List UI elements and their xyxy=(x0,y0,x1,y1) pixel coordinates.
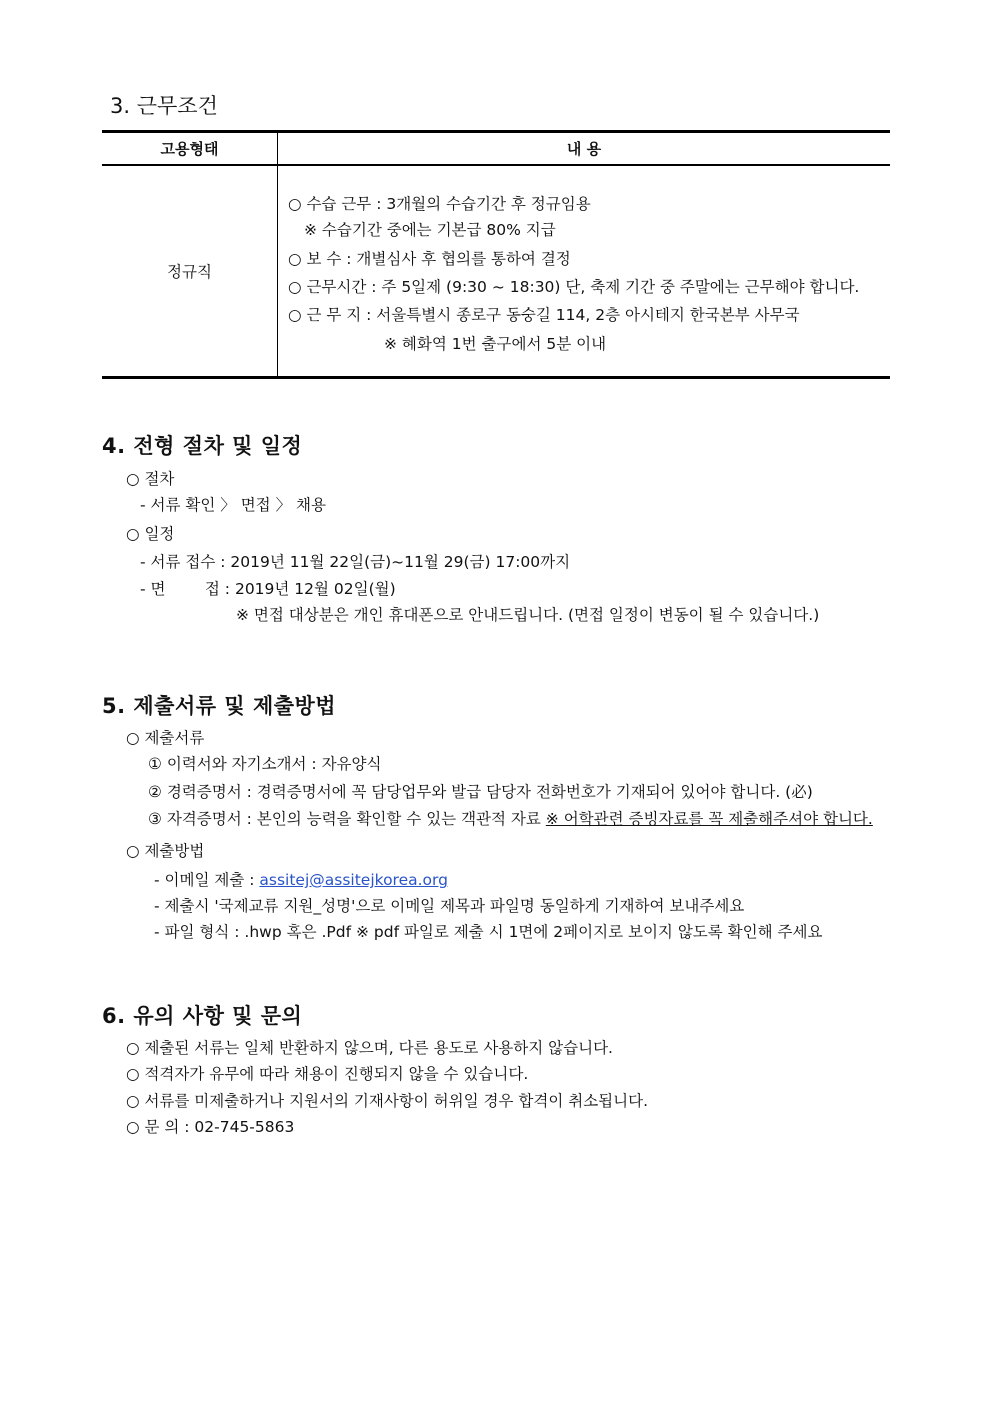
email-line xyxy=(154,868,448,890)
doc-item-3-note: ※ 어학관련 증빙자료를 꼭 제출해주셔야 합니다. xyxy=(545,810,873,828)
interview-date: - 면 접 : 2019년 12월 02일(월) xyxy=(140,580,396,598)
doc-item-1: ① 이력서와 자기소개서 : 자유양식 xyxy=(148,755,382,773)
content-line: ※ 혜화역 1번 출구에서 5분 이내 xyxy=(384,335,607,353)
content-line: ○ 근 무 지 : 서울특별시 종로구 동숭길 114, 2층 아시테지 한국본부 사무국 xyxy=(288,306,800,324)
content-line: ○ 근무시간 : 주 5일제 (9:30 ~ 18:30) 단, 축제 기간 중 주말에는 근무해야 합니다. xyxy=(288,278,860,296)
contact-item: ○ 문 의 : 02-745-5863 xyxy=(126,1118,295,1136)
file-format-note: - 파일 형식 : .hwp 혹은 .Pdf ※ pdf 파일로 제출 시 1면에 2페이지로 보이지 않도록 확인해 주세요 xyxy=(154,923,823,941)
work-conditions-table xyxy=(102,130,890,379)
notice-item: ○ 제출된 서류는 일체 반환하지 않으며, 다른 용도로 사용하지 않습니다. xyxy=(126,1039,613,1057)
notice-item: ○ 적격자가 유무에 따라 채용이 진행되지 않을 수 있습니다. xyxy=(126,1065,529,1083)
method-label: ○ 제출방법 xyxy=(126,842,205,860)
email-link[interactable]: assitej@assitejkorea.org xyxy=(259,871,448,889)
interview-note: ※ 면접 대상분은 개인 휴대폰으로 안내드립니다. (면접 일정이 변동이 될 수 있습니다.) xyxy=(236,606,820,624)
doc-item-3-text: ③ 자격증명서 : 본인의 능력을 확인할 수 있는 객관적 자료 xyxy=(148,810,546,828)
doc-item-2: ② 경력증명서 : 경력증명서에 꼭 담당업무와 발급 담당자 전화번호가 기재되어 있어야 합니다. (必) xyxy=(148,783,813,801)
content-line: ○ 보 수 : 개별심사 후 협의를 통하여 결정 xyxy=(288,250,571,268)
section5-title: 5. 제출서류 및 제출방법 xyxy=(102,694,337,718)
content-line: ※ 수습기간 중에는 기본급 80% 지급 xyxy=(304,221,556,239)
header-content: 내 용 xyxy=(278,132,891,166)
procedure-steps: - 서류 확인 〉 면접 〉 채용 xyxy=(140,496,326,514)
content-cell xyxy=(278,165,891,378)
docs-label: ○ 제출서류 xyxy=(126,729,205,747)
doc-receipt-date: - 서류 접수 : 2019년 11월 22일(금)~11월 29(금) 17:00까지 xyxy=(140,553,571,571)
procedure-label: ○ 절차 xyxy=(126,470,175,488)
section3-title: 3. 근무조건 xyxy=(110,94,218,118)
content-line: ○ 수습 근무 : 3개월의 수습기간 후 정규임용 xyxy=(288,195,591,213)
employment-type-cell: 정규직 xyxy=(102,165,278,378)
section4-title: 4. 전형 절차 및 일정 xyxy=(102,434,303,458)
header-employment-type: 고용형태 xyxy=(102,132,278,166)
submit-note: - 제출시 '국제교류 지원_성명'으로 이메일 제목과 파일명 동일하게 기재하여 보내주세요 xyxy=(154,897,745,915)
email-prefix: - 이메일 제출 : xyxy=(154,871,260,889)
notice-item: ○ 서류를 미제출하거나 지원서의 기재사항이 허위일 경우 합격이 취소됩니다. xyxy=(126,1092,649,1110)
schedule-label: ○ 일정 xyxy=(126,525,175,543)
section6-title: 6. 유의 사항 및 문의 xyxy=(102,1004,303,1028)
doc-item-3 xyxy=(148,807,873,829)
